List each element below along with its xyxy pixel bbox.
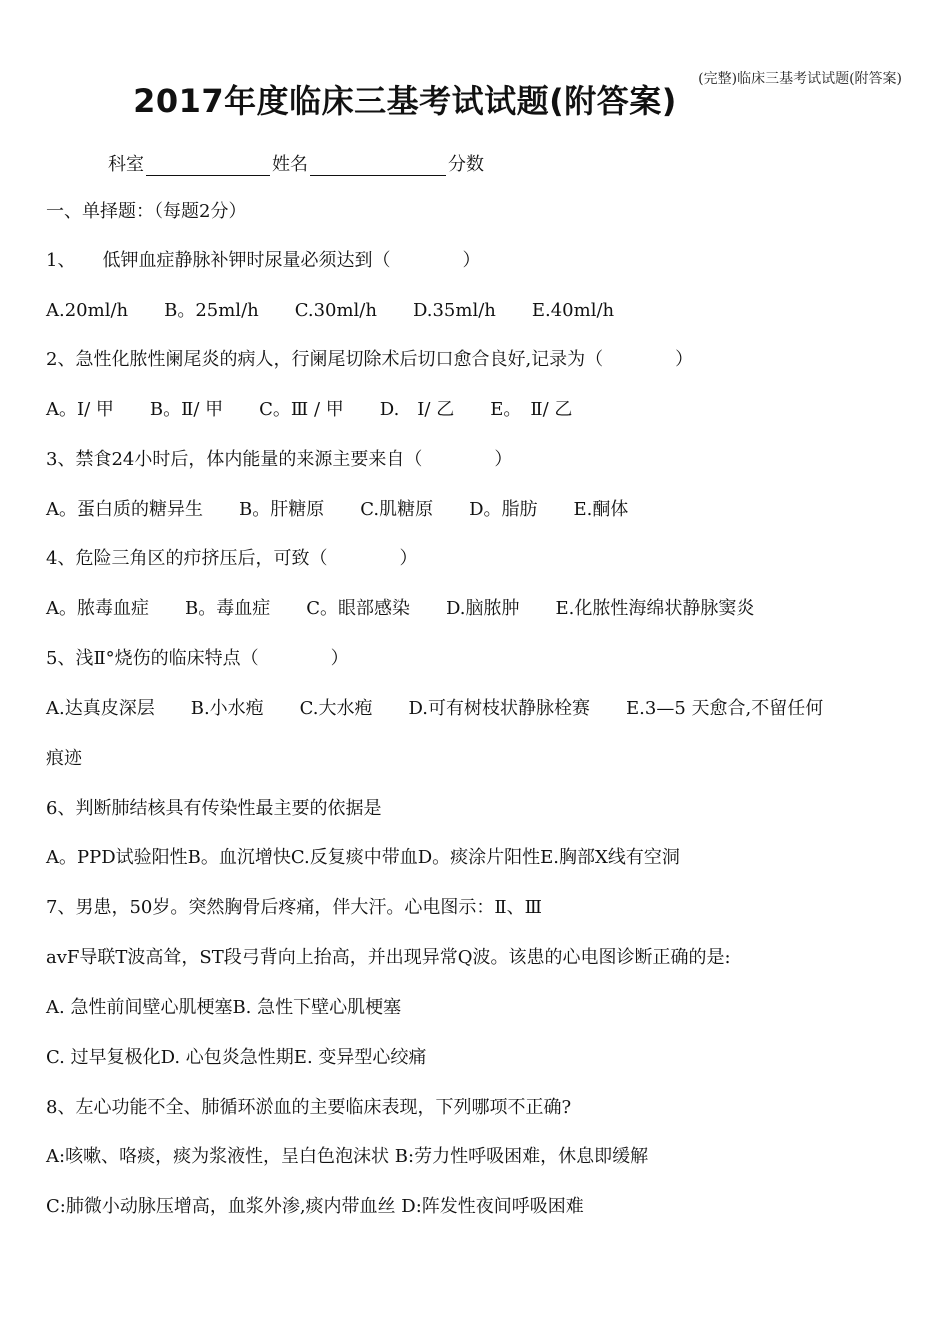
question-7: 7、男患，50岁。突然胸骨后疼痛，伴大汗。心电图示：Ⅱ、Ⅲ [46, 897, 542, 918]
name-blank [310, 153, 446, 176]
question-4-options: A。脓毒血症 B。毒血症 C。眼部感染 D.脑脓肿 E.化脓性海绵状静脉窦炎 [46, 598, 755, 619]
info-row [108, 150, 484, 176]
question-2-options: A。Ⅰ/ 甲 B。Ⅱ/ 甲 C。Ⅲ / 甲 D. Ⅰ/ 乙 E。 Ⅱ/ 乙 [46, 399, 573, 420]
question-7-options-b: C. 过早复极化D. 心包炎急性期E. 变异型心绞痛 [46, 1047, 427, 1068]
department-label: 科室 [108, 154, 144, 175]
question-1-options: A.20ml/h B。25ml/h C.30ml/h D.35ml/h E.40ml/h [46, 300, 615, 321]
question-4: 4、危险三角区的疖挤压后，可致（ ） [46, 548, 418, 569]
question-7-options-a: A. 急性前间壁心肌梗塞B. 急性下壁心肌梗塞 [46, 997, 402, 1018]
question-5: 5、浅Ⅱ°烧伤的临床特点（ ） [46, 648, 349, 669]
question-1: 1、 低钾血症静脉补钾时尿量必须达到（ ） [46, 250, 481, 271]
question-7-cont: avF导联T波高耸，ST段弓背向上抬高，并出现异常Q波。该患的心电图诊断正确的是: [46, 947, 731, 968]
name-label: 姓名 [272, 154, 308, 175]
question-8-options-b: C:肺微小动脉压增高，血浆外渗,痰内带血丝 D:阵发性夜间呼吸困难 [46, 1196, 584, 1217]
question-8: 8、左心功能不全、肺循环淤血的主要临床表现，下列哪项不正确? [46, 1097, 572, 1118]
question-5-options: A.达真皮深层 B.小水疱 C.大水疱 D.可有树枝状静脉栓赛 E.3—5 天愈合,不留任何 [46, 698, 824, 719]
question-6: 6、判断肺结核具有传染性最主要的依据是 [46, 798, 382, 819]
question-5-options-cont: 痕迹 [46, 748, 82, 769]
page-title: 2017年度临床三基考试试题(附答案) [133, 82, 677, 120]
question-6-options: A。PPD试验阳性B。血沉增快C.反复痰中带血D。痰涂片阳性E.胸部X线有空洞 [46, 847, 680, 868]
question-3: 3、禁食24小时后，体内能量的来源主要来自（ ） [46, 449, 513, 470]
score-label: 分数 [448, 154, 484, 175]
section-heading: 一、单择题：（每题2分） [46, 201, 247, 222]
department-blank [146, 153, 270, 176]
question-8-options-a: A:咳嗽、咯痰，痰为浆液性，呈白色泡沫状 B:劳力性呼吸困难，休息即缓解 [46, 1146, 649, 1167]
question-2: 2、急性化脓性阑尾炎的病人，行阑尾切除术后切口愈合良好,记录为（ ） [46, 349, 694, 370]
running-header: (完整)临床三基考试试题(附答案) [698, 71, 902, 87]
question-3-options: A。蛋白质的糖异生 B。肝糖原 C.肌糖原 D。脂肪 E.酮体 [46, 499, 629, 520]
